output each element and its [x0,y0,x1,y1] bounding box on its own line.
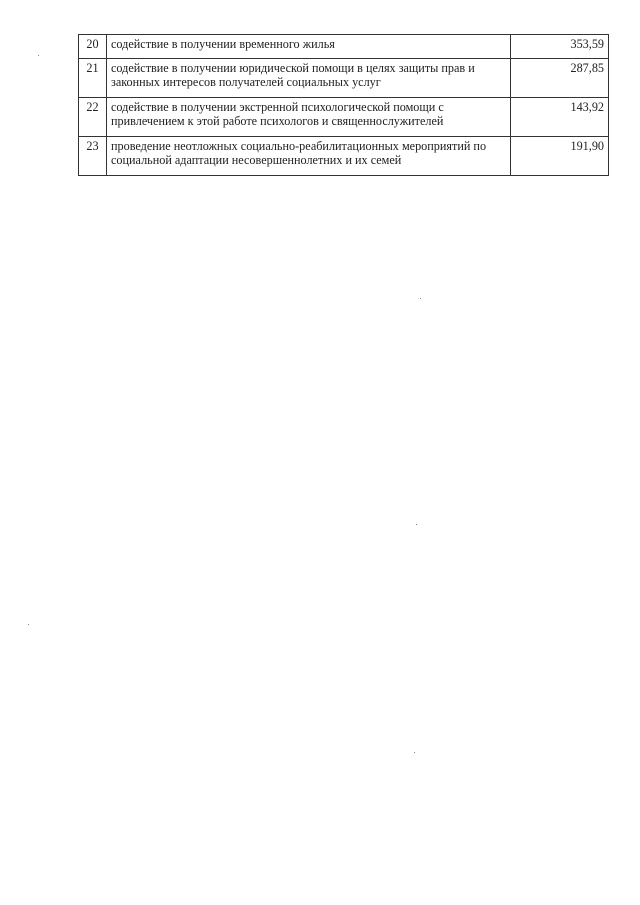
service-price: 287,85 [511,59,609,98]
service-price: 143,92 [511,98,609,137]
table-row [79,137,609,176]
service-name: проведение неотложных социально-реабилитационных мероприятий по социальной адаптации несовершеннолетних и их семей [107,137,511,176]
row-number: 20 [79,35,107,59]
scan-speck [38,55,39,56]
scan-speck [28,624,29,625]
scan-speck [414,752,415,753]
service-price: 191,90 [511,137,609,176]
services-tariff-table [78,34,609,176]
scan-speck [420,298,421,299]
service-name: содействие в получении временного жилья [107,35,511,59]
row-number: 23 [79,137,107,176]
service-name: содействие в получении юридической помощи в целях защиты прав и законных интересов получателей социальных услуг [107,59,511,98]
table-row [79,59,609,98]
scan-speck [416,524,417,525]
service-name: содействие в получении экстренной психологической помощи с привлечением к этой работе психологов и священнослужителей [107,98,511,137]
table-row [79,35,609,59]
row-number: 21 [79,59,107,98]
row-number: 22 [79,98,107,137]
service-price: 353,59 [511,35,609,59]
table-row [79,98,609,137]
